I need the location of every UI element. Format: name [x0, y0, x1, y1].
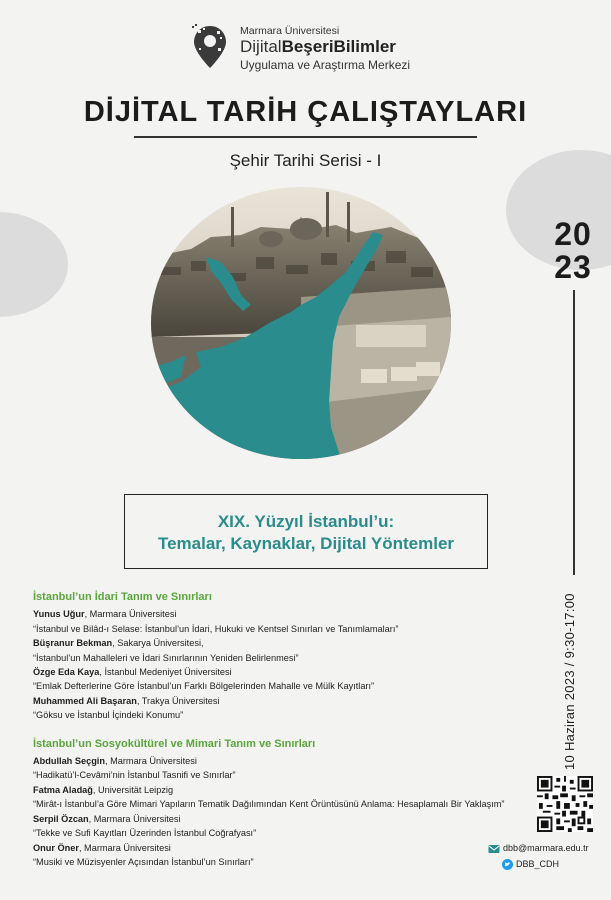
- talk-title: “İstanbul ve Bilâd-ı Selase: İstanbul’un İdari, Hukuki ve Kentsel Sınırları ve Tanımlamaları”: [33, 623, 399, 634]
- title-divider: [134, 136, 477, 138]
- location-pin-icon: [192, 24, 228, 70]
- talk-speaker: Fatma Aladağ, Universität Leipzig: [33, 784, 174, 795]
- email-address[interactable]: dbb@marmara.edu.tr: [503, 843, 589, 853]
- decorative-circle-left: [0, 212, 68, 317]
- talk-title: “İstanbul’un Mahalleleri ve İdari Sınırlarının Yeniden Belirlenmesi”: [33, 652, 299, 663]
- twitter-bird-icon: [502, 859, 513, 870]
- page-subtitle: Şehir Tarihi Serisi - I: [229, 151, 382, 170]
- event-date-time: 10 Haziran 2023 / 9:30-17:00: [562, 593, 577, 770]
- program-sessions: [33, 590, 513, 869]
- talk-speaker: Özge Eda Kaya, İstanbul Medeniyet Üniversitesi: [33, 667, 232, 678]
- qr-code-icon[interactable]: [537, 776, 593, 832]
- talk-title: “Göksu ve İstanbul İçindeki Konumu”: [33, 710, 184, 721]
- talk-speaker: Muhammed Ali Başaran, Trakya Üniversitesi: [33, 695, 220, 706]
- year-display: [548, 218, 598, 284]
- page-title: DİJİTAL TARİH ÇALIŞTAYLARI: [83, 96, 528, 128]
- talk-speaker: Abdullah Seçgin, Marmara Üniversitesi: [33, 756, 197, 767]
- vertical-divider: [573, 290, 575, 575]
- session-2: [33, 737, 513, 870]
- logo-university: Marmara Üniversitesi: [240, 25, 340, 37]
- theme-line-2: Temalar, Kaynaklar, Dijital Yöntemler: [157, 534, 455, 553]
- contact-email[interactable]: [488, 843, 589, 854]
- twitter-handle[interactable]: DBB_CDH: [516, 859, 560, 869]
- theme-line-1: XIX. Yüzyıl İstanbul’u:: [217, 512, 395, 531]
- istanbul-photo: [151, 187, 451, 459]
- talk-speaker: Büşranur Bekman, Sakarya Üniversitesi,: [33, 638, 204, 649]
- session-heading: İstanbul’un Sosyokültürel ve Mimari Tanım ve Sınırları: [33, 737, 316, 750]
- year-top: 20: [554, 216, 592, 252]
- contact-twitter[interactable]: [502, 859, 559, 870]
- talk-speaker: Onur Öner, Marmara Üniversitesi: [33, 842, 171, 853]
- year-bottom: 23: [554, 249, 592, 285]
- logo-center-name: Uygulama ve Araştırma Merkezi: [240, 58, 411, 72]
- talk-speaker: Yunus Uğur, Marmara Üniversitesi: [33, 609, 177, 620]
- talk-title: “Musiki ve Müzisyenler Açısından İstanbul’un Sınırları”: [33, 856, 254, 867]
- theme-box: [124, 494, 488, 569]
- mail-icon: [488, 844, 500, 854]
- center-logo: [188, 22, 428, 74]
- talk-title: “Mirât-ı İstanbul’a Göre Mimari Yapıların Tematik Dağılımından Kent Örüntüsünü Anlama: Hesaplamalı Bir Yaklaşım”: [33, 799, 505, 810]
- talk-title: “Hadikatü’l-Cevâmi’nin İstanbul Tasnifi ve Sınırlar”: [33, 770, 236, 781]
- session-heading: İstanbul’un İdari Tanım ve Sınırları: [33, 591, 212, 603]
- talk-speaker: Serpil Özcan, Marmara Üniversitesi: [33, 813, 181, 824]
- talk-title: “Tekke ve Sufi Kayıtları Üzerinden İstanbul Coğrafyası”: [33, 828, 257, 839]
- logo-name: DijitalBeşeriBilimler: [240, 37, 396, 56]
- talk-title: “Emlak Defterlerine Göre İstanbul’un Farklı Bölgelerinden Mahalle ve Mülk Kayıtları”: [33, 681, 375, 692]
- session-1: [33, 590, 513, 723]
